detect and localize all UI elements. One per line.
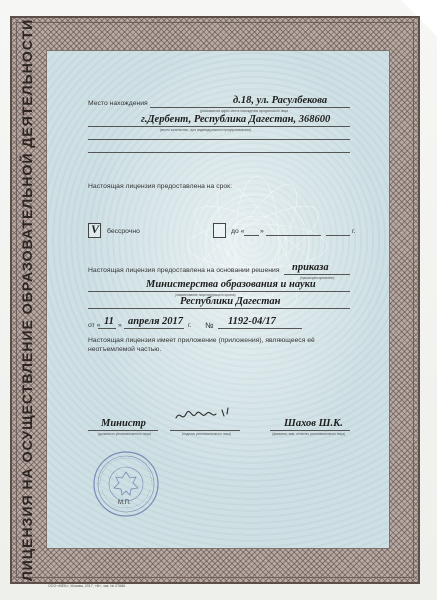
authority-caption: (наименование лицензирующего органа) [175,293,236,297]
location-address-line1: д.18, ул. Расулбекова [233,95,328,106]
location-address-line2: г.Дербент, Республика Дагестан, 368600 [141,114,331,125]
seal-place-label: М.П. [118,500,131,506]
side-title-band [10,18,46,581]
location-line2-rule [88,126,350,127]
location-line2-caption: (место жительства - для индивидуального предпринимателя) [160,128,252,132]
authority-line2-rule [88,308,350,309]
printer-imprint: ООО «ВЕБ», Москва, 2017, «Б», зак. № 07686 [48,584,126,588]
name-caption: (фамилия, имя, отчество уполномоченного лица) [272,432,346,436]
day-rule [98,328,116,329]
decision-year-suffix: г. [188,322,192,329]
location-line1-rule [150,107,350,108]
name-rule [270,430,350,431]
location-line1-caption: (указываются адрес места нахождения юридического лица [200,109,288,113]
until-year-suffix: г. [352,228,356,235]
decision-type-caption: (приказ/распоряжение) [300,276,335,280]
official-seal-stamp [92,450,160,518]
signatory-position: Министр [101,418,146,429]
authority-line1-rule [88,291,350,292]
appendix-statement: Настоящая лицензия имеет приложение (приложения), являющееся её неотъемлемой частью. [88,337,315,354]
until-month-rule [266,235,321,236]
until-year-rule [326,235,350,236]
decision-number: 1192-04/17 [228,316,276,327]
date-prefix: от « [88,322,101,329]
until-day-rule [244,235,259,236]
fixed-term-checkbox [213,223,226,238]
signatory-name: Шахов Ш.К. [284,418,343,429]
signature-caption: (подпись уполномоченного лица) [182,432,232,436]
number-sign: № [205,321,214,330]
decision-month: апреля [128,316,160,327]
side-title: ЛИЦЕНЗИЯ НА ОСУЩЕСТВЛЕНИЕ ОБРАЗОВАТЕЛЬНОЙ ДЕЯТЕЛЬНОСТИ [20,18,36,581]
licensing-authority-line1: Министерства образования и науки [146,279,316,290]
decision-year: 2017 [162,316,183,327]
basis-label: Настоящая лицензия предоставлена на основании решения [88,267,280,274]
decision-day: 11 [104,316,114,327]
indefinite-check-mark: V [91,222,100,236]
position-rule [88,430,158,431]
term-label: Настоящая лицензия предоставлена на срок: [88,183,233,190]
blank-rule-2 [88,152,350,153]
until-quote: » [260,228,264,235]
number-rule [218,328,302,329]
indefinite-label: бессрочно [107,228,140,235]
location-label: Место нахождения [88,100,148,107]
decision-type: приказа [292,262,329,273]
date-quote: » [118,322,122,329]
signature-rule [170,430,240,431]
handwritten-signature [170,402,240,430]
year-rule [160,328,184,329]
decision-type-rule [284,274,350,275]
blank-rule-1 [88,139,350,140]
licensing-authority-line2: Республики Дагестан [180,296,281,307]
position-caption: (должность уполномоченного лица) [98,432,151,436]
until-prefix: до « [231,228,245,235]
month-rule [124,328,160,329]
